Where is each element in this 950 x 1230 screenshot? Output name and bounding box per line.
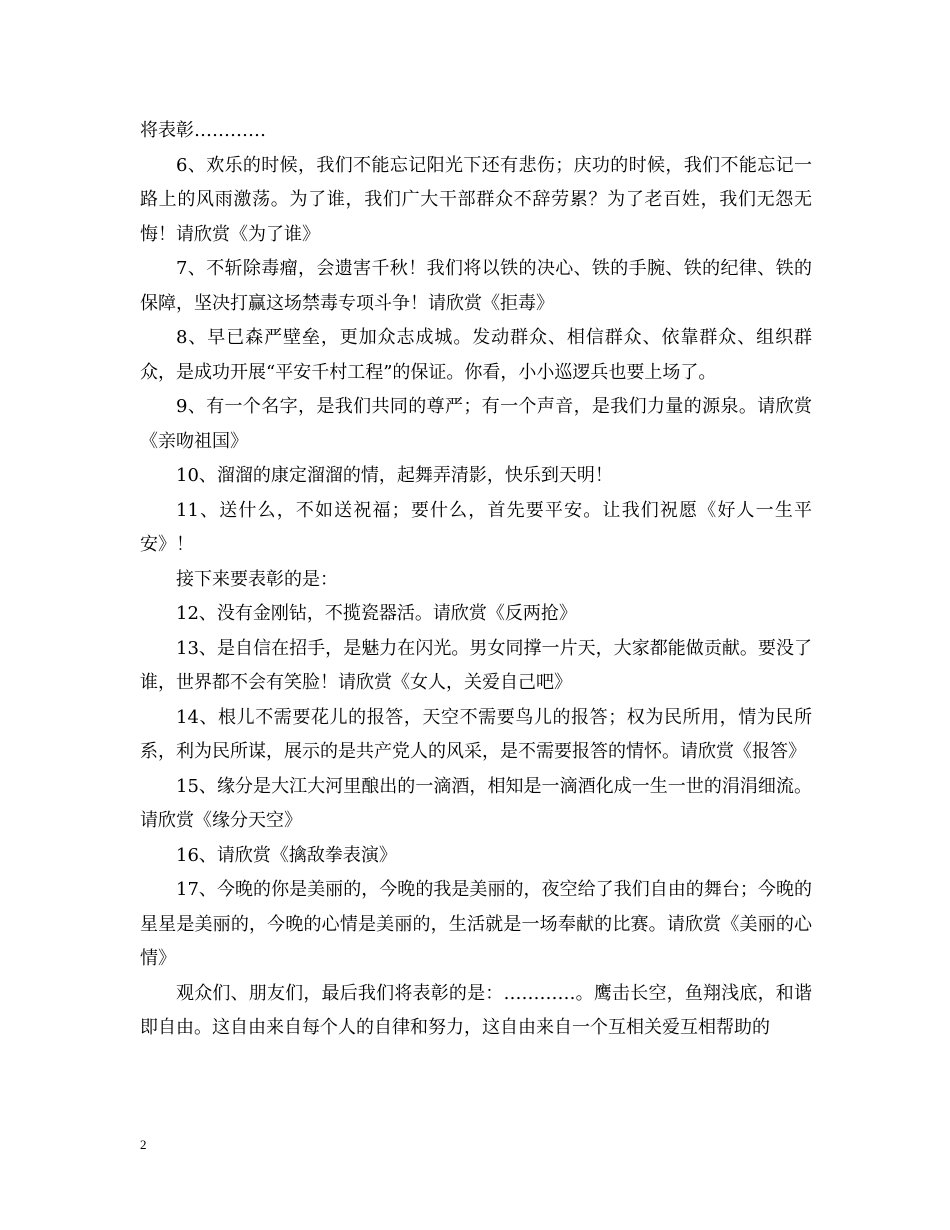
paragraph: 11、送什么，不如送祝福；要什么，首先要平安。让我们祝愿《好人一生平安》！	[140, 499, 812, 555]
paragraph: 接下来要表彰的是：	[176, 568, 338, 590]
paragraph: 15、缘分是大江大河里酿出的一滴酒，相知是一滴酒化成一生一世的涓涓细流。请欣赏《缘分天空》	[140, 775, 812, 831]
paragraph: 14、根儿不需要花儿的报答，天空不需要鸟儿的报答；权为民所用，情为民所系，利为民所谋，展示的是共产党人的风采，是不需要报答的情怀。请欣赏《报答》	[140, 706, 812, 762]
document-body	[140, 114, 812, 1046]
paragraph: 9、有一个名字，是我们共同的尊严；有一个声音，是我们力量的源泉。请欣赏《亲吻祖国》	[140, 396, 812, 452]
paragraph: 8、早已森严壁垒，更加众志成城。发动群众、相信群众、依靠群众、组织群众，是成功开展“平安千村工程”的保证。你看，小小巡逻兵也要上场了。	[140, 327, 812, 383]
page-number: 2	[140, 1137, 147, 1152]
paragraph: 将表彰…………	[140, 120, 266, 141]
paragraph: 17、今晚的你是美丽的，今晚的我是美丽的，夜空给了我们自由的舞台；今晚的星星是美丽的，今晚的心情是美丽的，生活就是一场奉献的比赛。请欣赏《美丽的心情》	[140, 879, 812, 969]
paragraph: 13、是自信在招手，是魅力在闪光。男女同撑一片天，大家都能做贡献。要没了谁，世界都不会有笑脸！请欣赏《女人，关爱自己吧》	[140, 637, 812, 693]
paragraph: 16、请欣赏《擒敌拳表演》	[176, 844, 397, 866]
paragraph: 6、欢乐的时候，我们不能忘记阳光下还有悲伤；庆功的时候，我们不能忘记一路上的风雨激荡。为了谁，我们广大干部群众不辞劳累？为了老百姓，我们无怨无悔！请欣赏《为了谁》	[140, 154, 812, 245]
paragraph: 观众们、朋友们，最后我们将表彰的是：…………。鹰击长空，鱼翔浅底，和谐即自由。这自由来自每个人的自律和努力，这自由来自一个互相关爱互相帮助的	[140, 982, 812, 1038]
paragraph: 10、溜溜的康定溜溜的情，起舞弄清影，快乐到天明！	[176, 465, 613, 486]
paragraph: 7、不斩除毒瘤，会遗害千秋！我们将以铁的决心、铁的手腕、铁的纪律、铁的保障，坚决打赢这场禁毒专项斗争！请欣赏《拒毒》	[140, 258, 812, 314]
paragraph: 12、没有金刚钻，不揽瓷器活。请欣赏《反两抢》	[176, 603, 577, 624]
